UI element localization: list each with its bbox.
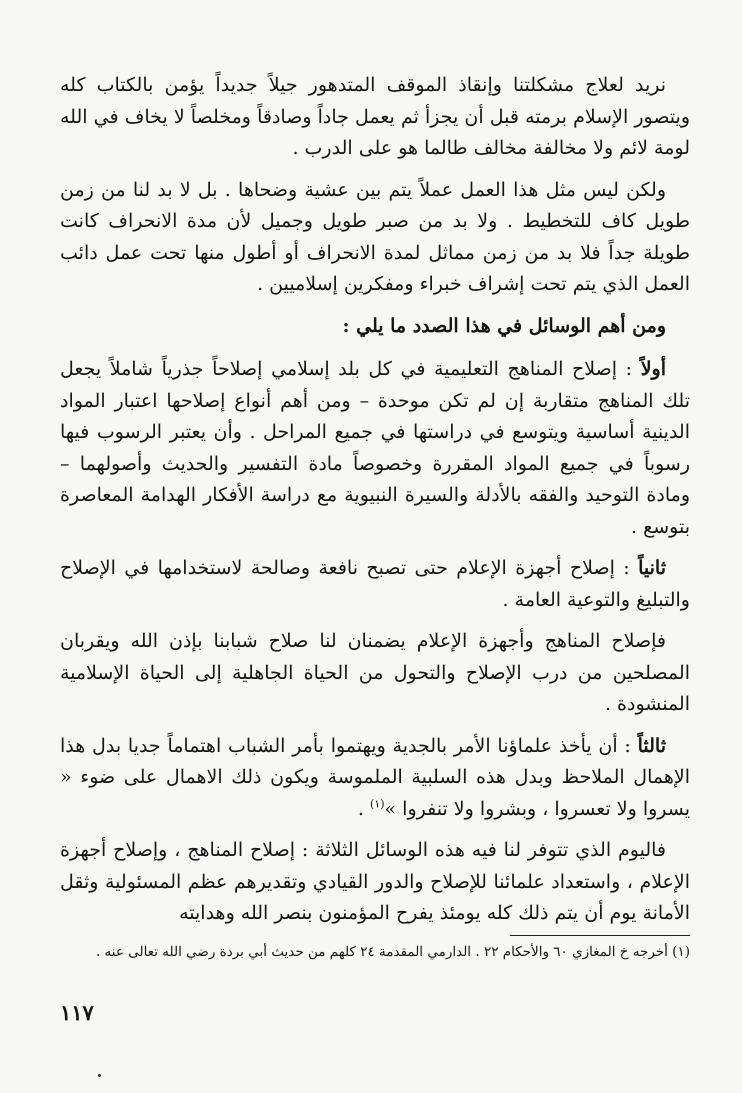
- item-first-text: : إصلاح المناهج التعليمية في كل بلد إسلامي إصلاحاً جذرياً شاملاً يجعل تلك المناهج متقاربة إن لم تكن موحدة – ومن أهم أنواع إصلاحها اعتبار المواد الدينية أساسية ويتوسع في دراستها في جميع المراحل . وأن يعتبر الرسوب فيها رسوباً في جميع المواد المقررة وخصوصاً مادة التفسير والحديث وأصولهما – ومادة التوحيد والفقه بالأدلة والسيرة النبيوية مع دراسة الأفكار الهدامة المعاصرة بتوسع .: [60, 358, 690, 538]
- item-third: [60, 731, 690, 826]
- paragraph-4: فاليوم الذي تتوفر لنا فيه هذه الوسائل الثلاثة : إصلاح المناهج ، وإصلاح أجهزة الإعلام ، واستعداد علمائنا للإصلاح والدور القيادي وتقديرهم عظم المسئولية وثقل الأمانة يوم أن يتم ذلك كله يومئذ يفرح المؤمنون بنصر الله وهدايته: [60, 839, 690, 924]
- item-third-lead: ثالثاً: [637, 734, 666, 757]
- item-second-lead: ثانياً: [638, 557, 666, 579]
- paragraph-2: ولكن ليس مثل هذا العمل عملاً يتم بين عشية وضحاها . بل لا بد لنا من زمن طويل كاف للتخطيط . ولا بد من صبر طويل وجميل لأن مدة الانحراف كانت طويلة جداً فلا بد من زمن مماثل لمدة الانحراف أو أطول منها تحت عمل دائب العمل الذي يتم تحت إشراف خبراء ومفكرين إسلاميين .: [60, 178, 690, 295]
- paragraph-3: فإصلاح المناهج وأجهزة الإعلام يضمنان لنا صلاح شبابنا بإذن الله ويقربان المصلحين من درب الإصلاح والتحول من الحياة الجاهلية إلى الحياة الإسلامية المنشودة .: [60, 630, 690, 715]
- item-first-lead: أولاً: [640, 358, 666, 380]
- footnote-divider: [510, 935, 690, 936]
- item-second-text: : إصلاح أجهزة الإعلام حتى تصبح نافعة وصالحة لاستخدامها في الإصلاح والتبليغ والتوعية العامة .: [60, 557, 690, 611]
- main-text: [60, 70, 690, 940]
- page-number: ١١٧: [60, 1000, 94, 1025]
- item-second: [60, 553, 690, 616]
- footnote-reference: (١): [369, 797, 385, 811]
- item-first: [60, 354, 690, 543]
- paragraph-1: نريد لعلاج مشكلتنا وإنقاذ الموقف المتدهور جيلاً جديداً يؤمن بالكتاب كله ويتصور الإسلام برمته قبل أن يجزأ ثم يعمل جاداً وصادقاً ومخلصاً لا يخاف في الله لومة لائم ولا مخالفة مخالف طالما هو على الدرب .: [60, 74, 690, 159]
- footnote: (١) أخرجه خ المغازي ٦٠ والأحكام ٢٢ . الدارمي المقدمة ٢٤ كلهم من حديث أبي بردة رضي الله تعالى عنه .: [95, 944, 690, 960]
- item-third-end: .: [357, 797, 370, 820]
- item-third-text: : أن يأخذ علماؤنا الأمر بالجدية ويهتموا بأمر الشباب اهتماماً جديا بدل هذا الإهمال الملاحظ وبدل هذه السلبية الملموسة ويكون ذلك الاهمال على ضوء « يسروا ولا تعسروا ، وبشروا ولا تنفروا »: [60, 734, 690, 820]
- section-heading: ومن أهم الوسائل في هذا الصدد ما يلي :: [342, 314, 666, 337]
- stray-mark: [98, 1074, 101, 1077]
